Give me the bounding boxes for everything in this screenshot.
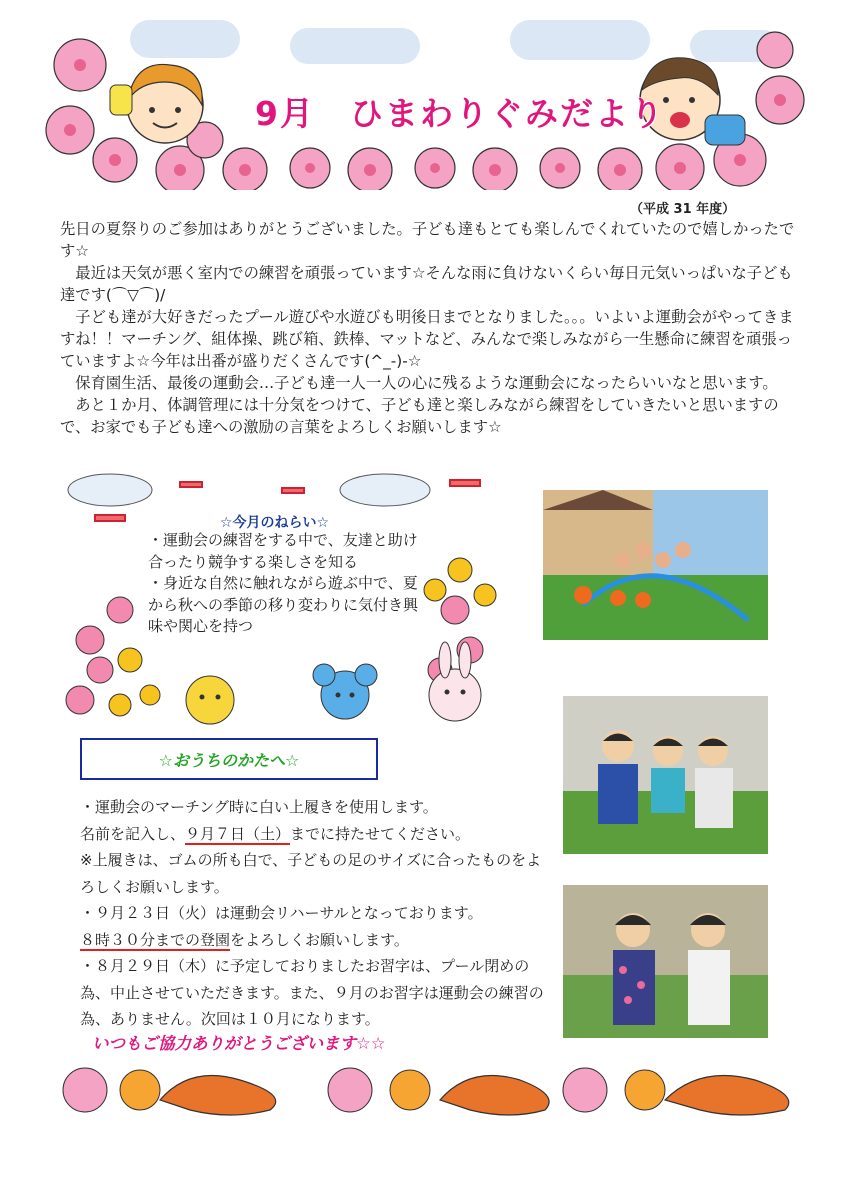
aims-item: ・運動会の練習をする中で、友達と助け合ったり競争する楽しさを知る <box>148 531 418 571</box>
notice-title: ☆おうちのかたへ☆ <box>158 750 300 770</box>
intro-paragraph: 先日の夏祭りのご参加はありがとうございました。子ども達もとても楽しんでくれていたので嬉しかったです☆ <box>60 220 795 260</box>
notice-list <box>80 794 550 1033</box>
header-banner <box>40 20 810 190</box>
aims-list <box>148 530 428 638</box>
photo-children-yukata <box>563 696 768 854</box>
notice-text: までに持たせてください。 <box>290 824 471 843</box>
notice-heading-box <box>80 738 378 780</box>
arrival-time: ８時３０分までの登園 <box>80 930 231 949</box>
intro-paragraph: あと１か月、体調管理には十分気をつけて、子ども達と楽しみながら練習をしていきたいと思いますので、お家でも子ども達への激励の言葉をよろしくお願いします☆ <box>60 396 779 436</box>
notice-line: ※上履きは、ゴムの所も白で、子どもの足のサイズに合ったものをよろしくお願いします。 <box>80 851 542 896</box>
era-label: （平成 31 年度） <box>630 202 736 217</box>
notice-line <box>80 821 550 848</box>
deadline-date: ９月７日（土） <box>185 824 291 843</box>
notice-line: ・９月２３日（火）は運動会リハーサルとなっております。 <box>80 904 483 922</box>
aims-item: ・身近な自然に触れながら遊ぶ中で、夏から秋への季節の移り変わりに気付き興味や関心を持つ <box>148 574 419 635</box>
notice-text: をよろしくお願いします。 <box>230 930 409 949</box>
intro-paragraph: 保育園生活、最後の運動会…子ども達一人一人の心に残るような運動会になったらいいなと思います。 <box>75 374 778 392</box>
monthly-aims-box <box>60 470 500 740</box>
photo-children-festival <box>563 885 768 1038</box>
notice-line: ・運動会のマーチング時に白い上履きを使用します。 <box>80 798 438 816</box>
notice-line <box>80 927 550 954</box>
intro-paragraph: 子ども達が大好きだったプール遊びや水遊びも明後日までとなりました。。。いよいよ運動会がやってきますね！！マーチング、組体操、跳び箱、鉄棒、マットなど、みんなで楽しみながら一生懸命に練習を頑張っていますよ☆今年は出番が盛りだくさんです(^_-)-☆ <box>60 308 794 370</box>
notice-text: 名前を記入し、 <box>80 824 186 843</box>
photo-children-exercise <box>543 490 768 640</box>
girl-character-icon <box>110 64 203 143</box>
aims-title: ☆今月のねらい☆ <box>220 515 330 531</box>
intro-text <box>60 218 800 438</box>
mouse-character-icon <box>313 664 377 719</box>
page-title: 9月 ひまわりぐみだより <box>255 94 665 133</box>
notice-line: ・８月２９日（木）に予定しておりましたお習字は、プール閉めの為、中止させていただきます。また、９月のお習字は運動会の練習の為、ありません。次回は１０月になります。 <box>80 957 544 1028</box>
cat-character-icon <box>186 676 234 724</box>
footer-decoration <box>40 1060 810 1130</box>
intro-paragraph: 最近は天気が悪く室内での練習を頑張っています☆そんな雨に負けないくらい毎日元気いっぱいな子ども達です(⌒▽⌒)/ <box>60 264 793 304</box>
thanks-message: いつもご協力ありがとうございます☆☆ <box>92 1034 386 1053</box>
